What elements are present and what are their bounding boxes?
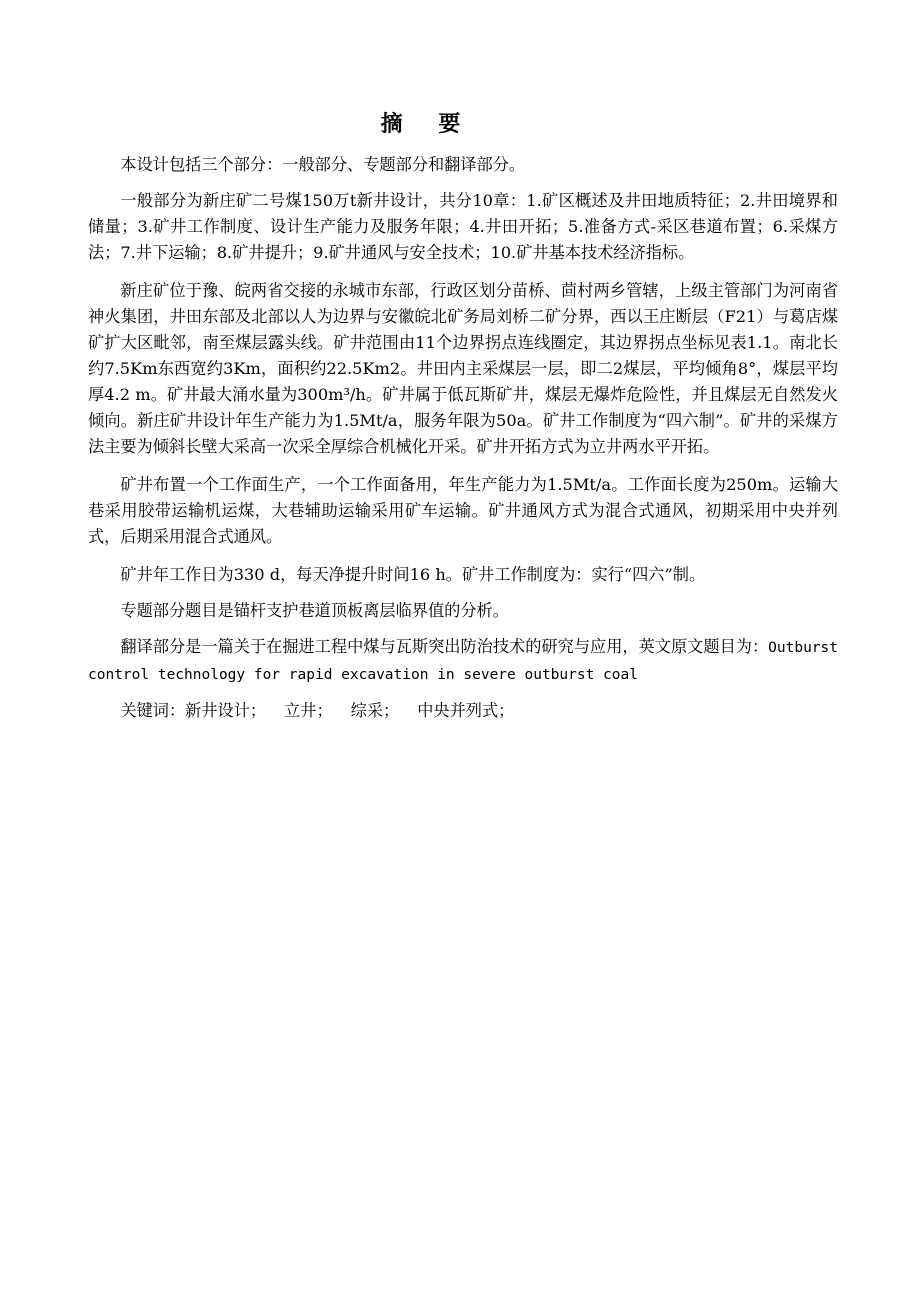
keyword-item: 立井； [284,701,333,720]
page-title: 摘 要 [380,112,475,137]
translation-prefix: 翻译部分是一篇关于在掘进工程中煤与瓦斯突出防治技术的研究与应用，英文原文题目为： [120,637,769,656]
keyword-item: 综采； [350,701,400,720]
keyword-item: 中央并列式； [417,701,515,720]
abstract-body [88,152,838,734]
workdays-paragraph: 矿井年工作日为330 d，每天净提升时间16 h。矿井工作制度为：实行“四六”制。 [120,565,706,584]
location-paragraph: 新庄矿位于豫、皖两省交接的永城市东部，行政区划分苗桥、茴村两乡管辖，上级主管部门为河南省神火集团，井田东部及北部以人为边界与安徽皖北矿务局刘桥二矿分界，西以王庄断层（F21）与葛店煤矿扩大区毗邻，南至煤层露头线。矿井范围由11个边界拐点连线圈定，其边界拐点坐标见表1.1。南北长约7.5Km东西宽约3Km，面积约22.5Km2。井田内主采煤层一层，即二2煤层，平均倾角8°，煤层平均厚4.2 m。矿井最大涌水量为300m³/h。矿井属于低瓦斯矿井，煤层无爆炸危险性，并且煤层无自然发火倾向。新庄矿井设计年生产能力为1.5Mt/a，服务年限为50a。矿井工作制度为“四六制”。矿井的采煤方法主要为倾斜长壁大采高一次采全厚综合机械化开采。矿井开拓方式为立井两水平开拓。 [88,281,838,456]
translation-paragraph [88,634,838,688]
keywords-label: 关键词： [120,701,186,720]
keywords-paragraph [88,698,838,724]
special-topic-paragraph: 专题部分题目是锚杆支护巷道顶板离层临界值的分析。 [120,601,509,620]
intro-paragraph: 本设计包括三个部分：一般部分、专题部分和翻译部分。 [120,155,526,174]
general-part-paragraph: 一般部分为新庄矿二号煤150万t新井设计，共分10章：1.矿区概述及井田地质特征；2.井田境界和储量；3.矿井工作制度、设计生产能力及服务年限；4.井田开拓；5.准备方式-采区巷道布置；6.采煤方法；7.井下运输；8.矿井提升；9.矿井通风与安全技术；10.矿井基本技术经济指标。 [88,191,838,262]
keyword-item: 新井设计； [185,701,267,720]
english-title: Outburst control technology for rapid excavation in severe outburst coal [88,640,838,683]
layout-paragraph: 矿井布置一个工作面生产，一个工作面备用，年生产能力为1.5Mt/a。工作面长度为250m。运输大巷采用胶带运输机运煤，大巷辅助运输采用矿车运输。矿井通风方式为混合式通风，初期采用中央并列式，后期采用混合式通风。 [88,475,838,546]
